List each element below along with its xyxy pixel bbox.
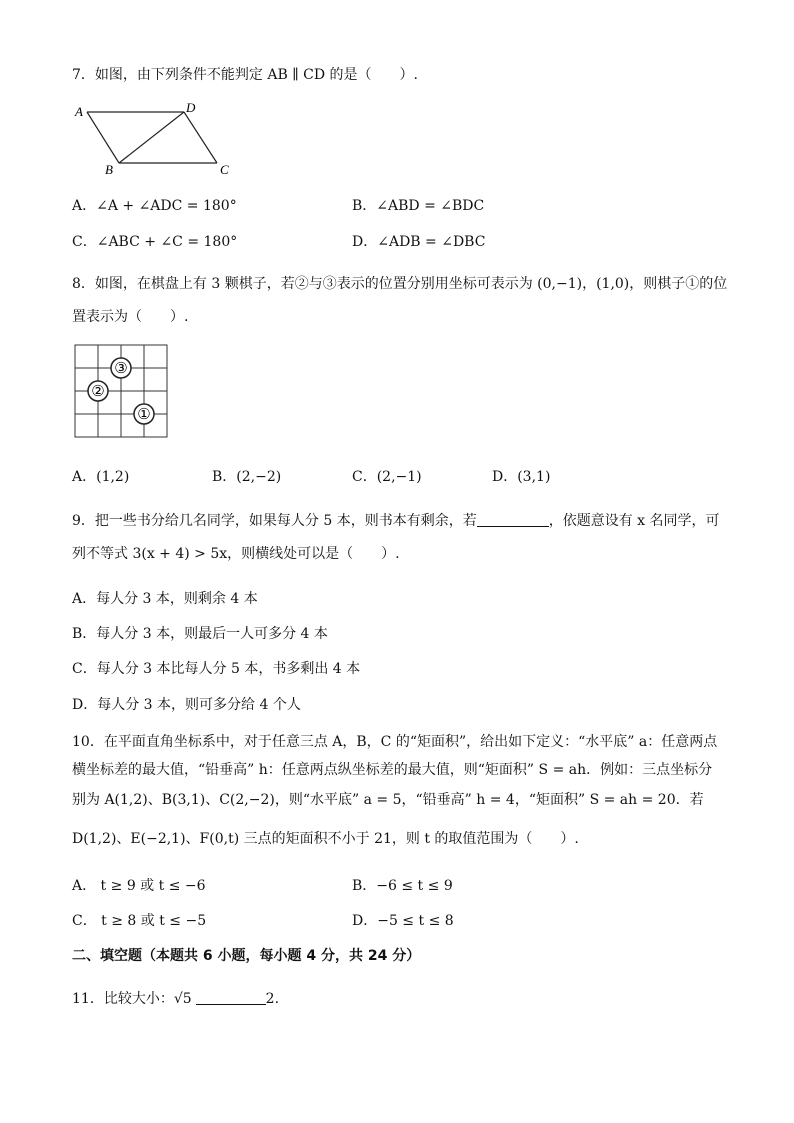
q8-chessboard: [74, 344, 170, 440]
q7-figure: [72, 100, 242, 175]
q8-option-a[interactable]: A．(1,2): [72, 469, 130, 485]
diagonal-bd: [119, 112, 184, 163]
q9-answer-blank[interactable]: [477, 512, 549, 527]
q10-option-d[interactable]: D．−5 ≤ t ≤ 8: [352, 913, 454, 929]
q9-stem-line2: 列不等式 3(x + 4) > 5x，则横线处可以是（ ）.: [72, 546, 400, 562]
q11-answer-blank[interactable]: [196, 990, 266, 1005]
q10-line1: 10．在平面直角坐标系中，对于任意三点 A，B，C 的“矩面积”，给出如下定义：“水平底” a：任意两点: [72, 734, 718, 750]
q9-option-b[interactable]: B．每人分 3 本，则最后一人可多分 4 本: [72, 626, 328, 642]
q8-option-c[interactable]: C．(2,−1): [352, 469, 422, 485]
q11-line: [72, 988, 279, 1008]
q9-stem-line1: [72, 510, 720, 530]
q8-option-d[interactable]: D．(3,1): [492, 469, 551, 485]
q7-stem: 7．如图，由下列条件不能判定 AB ∥ CD 的是（ ）.: [72, 67, 418, 83]
q11-prefix: 11．比较大小：√5: [72, 991, 192, 1007]
label-d: D: [186, 100, 196, 115]
q7-option-a[interactable]: A．∠A + ∠ADC = 180°: [72, 198, 237, 214]
q9-stem-part-a: 9．把一些书分给几名同学，如果每人分 5 本，则书本有剩余，若: [72, 513, 477, 529]
q7-option-b[interactable]: B．∠ABD = ∠BDC: [352, 198, 485, 214]
q9-option-c[interactable]: C．每人分 3 本比每人分 5 本，书多剩出 4 本: [72, 661, 361, 677]
q7-option-c[interactable]: C．∠ABC + ∠C = 180°: [72, 234, 238, 250]
q7-option-d[interactable]: D．∠ADB = ∠DBC: [352, 234, 486, 250]
q8-stem-line1: 8．如图，在棋盘上有 3 颗棋子，若②与③表示的位置分别用坐标可表示为 (0,−1)，(1,0)，则棋子①的位: [72, 276, 728, 292]
q9-option-a[interactable]: A．每人分 3 本，则剩余 4 本: [72, 591, 258, 607]
q10-line2: 横坐标差的最大值，“铅垂高” h：任意两点纵坐标差的最大值，则“矩面积” S = ah．例如：三点坐标分: [72, 762, 713, 778]
q10-option-a[interactable]: A． t ≥ 9 或 t ≤ −6: [72, 878, 206, 894]
chess-piece-1: [134, 404, 154, 424]
q10-option-b[interactable]: B．−6 ≤ t ≤ 9: [352, 878, 453, 894]
q9-option-d[interactable]: D．每人分 3 本，则可多分给 4 个人: [72, 697, 301, 713]
q11-suffix: 2.: [265, 991, 280, 1007]
label-b: B: [105, 162, 113, 175]
q10-line4: D(1,2)、E(−2,1)、F(0,t) 三点的矩面积不小于 21，则 t 的取值范围为（ ）.: [72, 831, 579, 847]
chess-piece-label: ①: [137, 405, 151, 423]
section-2-heading: 二、填空题（本题共 6 小题，每小题 4 分，共 24 分）: [72, 948, 421, 964]
q9-stem-part-b: ，依题意设有 x 名同学，可: [548, 513, 720, 529]
label-a: A: [75, 104, 83, 119]
q10-option-c[interactable]: C． t ≥ 8 或 t ≤ −5: [72, 913, 207, 929]
chess-piece-2: [88, 381, 108, 401]
label-c: C: [220, 162, 229, 175]
q8-stem-line2: 置表示为（ ）.: [72, 309, 189, 325]
q10-line3: 别为 A(1,2)、B(3,1)、C(2,−2)，则“水平底” a = 5，“铅垂高” h = 4，“矩面积” S = ah = 20．若: [72, 792, 704, 808]
chess-piece-label: ②: [91, 382, 105, 400]
parallelogram-abcd: [87, 112, 217, 163]
chess-piece-label: ③: [114, 359, 128, 377]
chess-piece-3: [111, 358, 131, 378]
q8-option-b[interactable]: B．(2,−2): [212, 469, 282, 485]
